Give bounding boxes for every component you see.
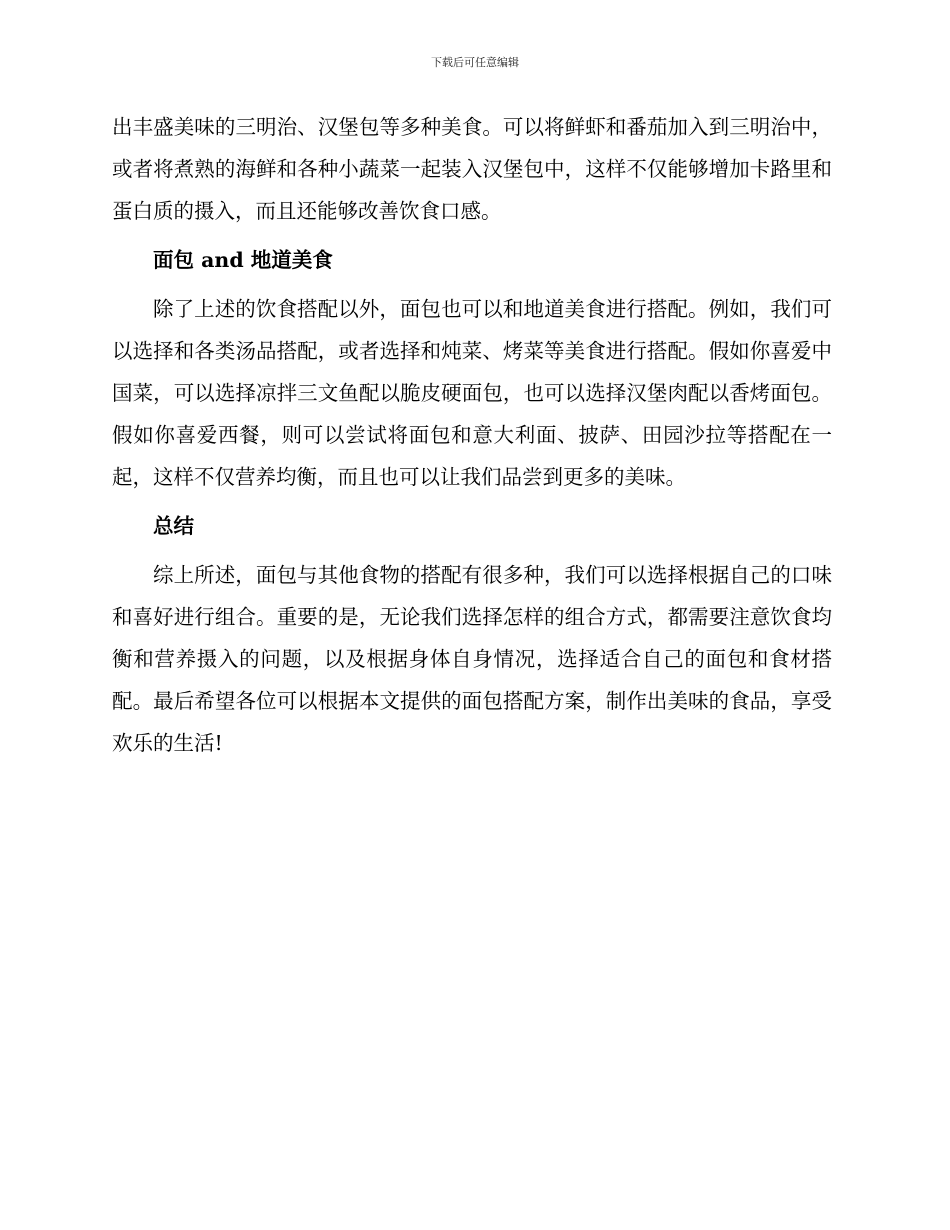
paragraph-local-food: 除了上述的饮食搭配以外，面包也可以和地道美食进行搭配。例如，我们可以选择和各类汤品搭配，或者选择和炖菜、烤菜等美食进行搭配。假如你喜爱中国菜，可以选择凉拌三文鱼配以脆皮硬面包，也可以选择汉堡肉配以香烤面包。假如你喜爱西餐，则可以尝试将面包和意大利面、披萨、田园沙拉等搭配在一起，这样不仅营养均衡，而且也可以让我们品尝到更多的美味。 xyxy=(112,297,832,489)
section-heading-bread-and-local-food: 面包 and 地道美食 xyxy=(153,248,333,272)
page-header: 下载后可任意编辑 xyxy=(431,56,519,69)
document-body xyxy=(112,106,832,764)
paragraph-summary: 综上所述，面包与其他食物的搭配有很多种，我们可以选择根据自己的口味和喜好进行组合。重要的是，无论我们选择怎样的组合方式，都需要注意饮食均衡和营养摄入的问题，以及根据身体自身情况，选择适合自己的面包和食材搭配。最后希望各位可以根据本文提供的面包搭配方案，制作出美味的食品，享受欢乐的生活! xyxy=(112,563,832,755)
paragraph-sandwich-continuation: 出丰盛美味的三明治、汉堡包等多种美食。可以将鲜虾和番茄加入到三明治中，或者将煮熟的海鲜和各种小蔬菜一起装入汉堡包中，这样不仅能够增加卡路里和蛋白质的摄入，而且还能够改善饮食口感。 xyxy=(112,115,832,223)
section-heading-summary: 总结 xyxy=(153,514,194,538)
